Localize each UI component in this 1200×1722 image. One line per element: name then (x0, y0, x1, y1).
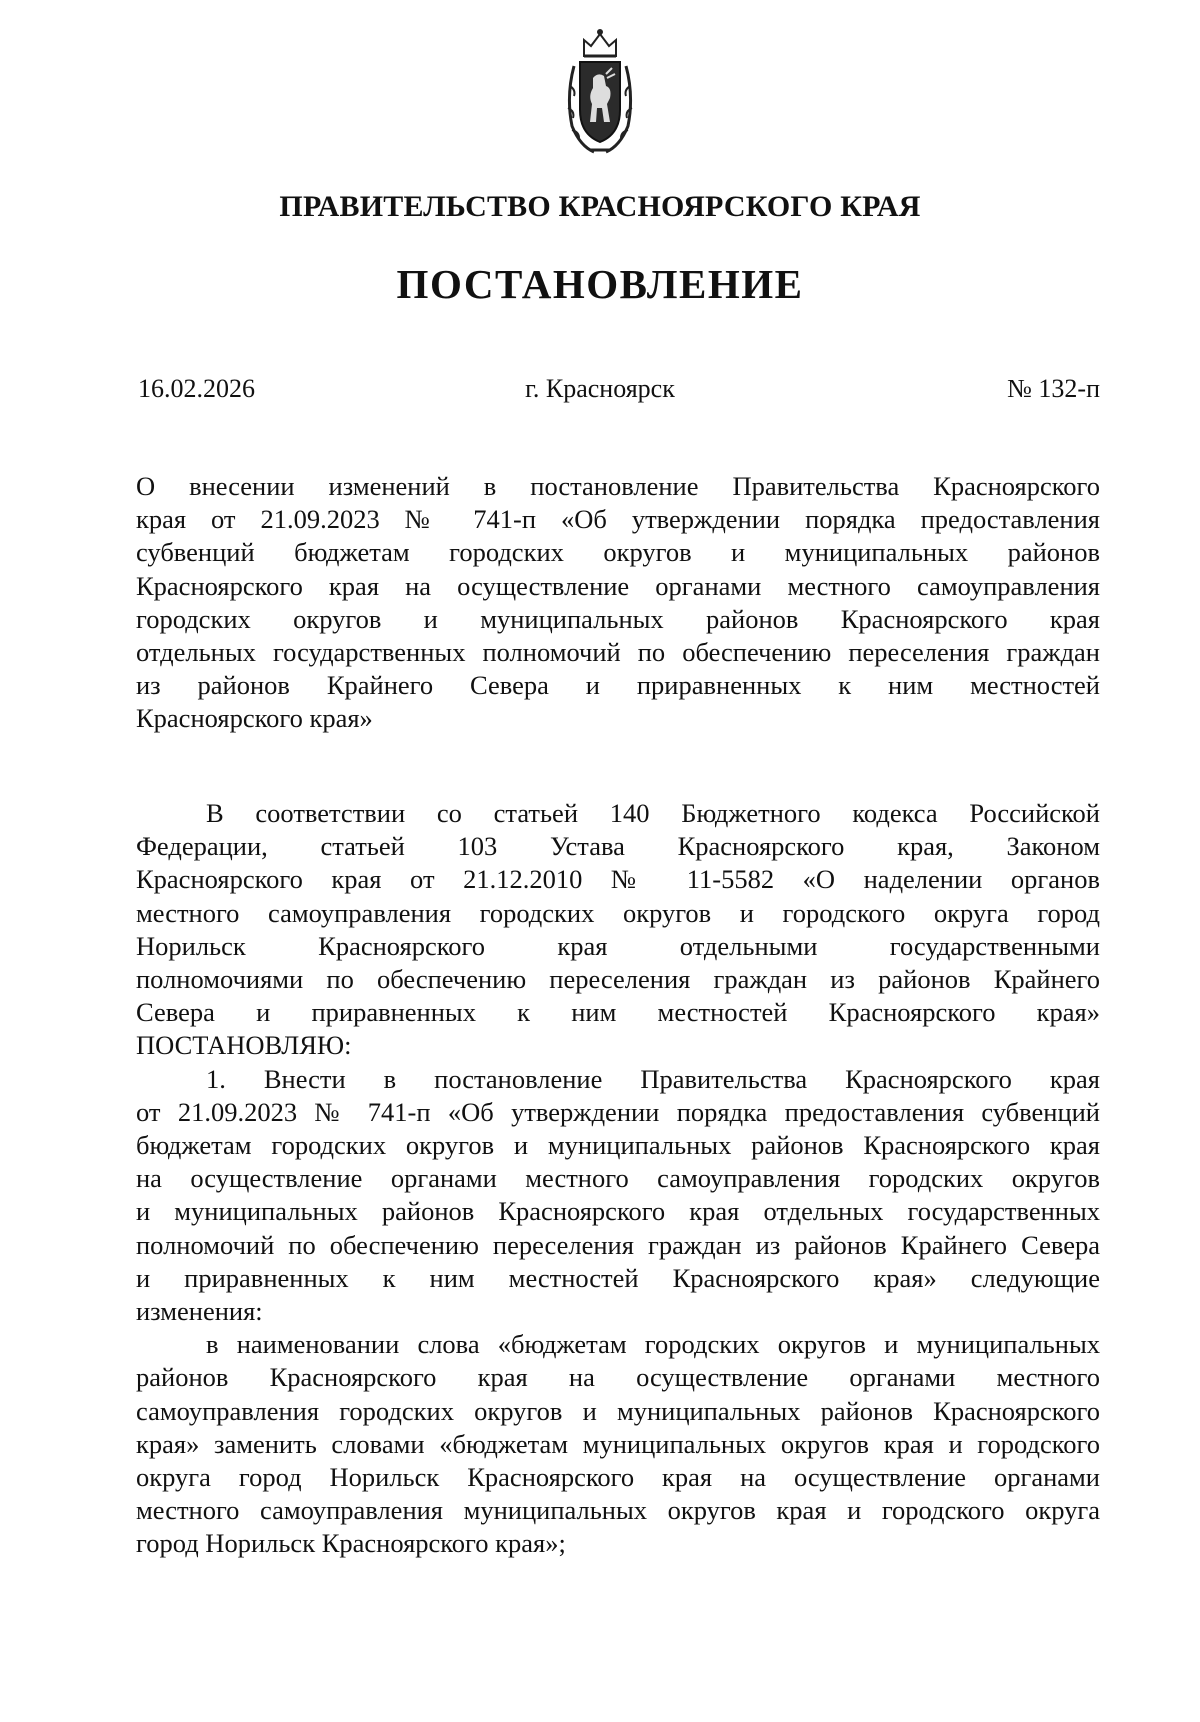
body-line: Красноярского края от 21.12.2010 № 11-5582 «О наделении органов (136, 864, 1100, 895)
body-line: В соответствии со статьей 140 Бюджетного кодекса Российской (206, 798, 1100, 828)
body-line: Норильск Красноярского края отдельными государственными (136, 930, 1100, 961)
body-line: и муниципальных районов Красноярского края отдельных государственных (136, 1196, 1100, 1227)
body-line: округа город Норильск Красноярского края на осуществление органами (136, 1462, 1100, 1493)
body-line: полномочиями по обеспечению переселения граждан из районов Крайнего (136, 964, 1100, 995)
title-line: субвенций бюджетам городских округов и муниципальных районов (136, 537, 1100, 568)
title-line: из районов Крайнего Севера и приравненных к ним местностей (136, 670, 1100, 701)
document-title (136, 470, 1100, 736)
title-line: Красноярского края» (136, 703, 373, 734)
document-date: 16.02.2026 (138, 374, 255, 403)
body-line: самоуправления городских округов и муниципальных районов Красноярского (136, 1395, 1100, 1426)
body-line: местного самоуправления городских округов и городского округа город (136, 897, 1100, 928)
document-city: г. Красноярск (525, 374, 675, 403)
title-line: Красноярского края на осуществление органами местного самоуправления (136, 570, 1100, 601)
body-line: районов Красноярского края на осуществление органами местного (136, 1362, 1100, 1393)
body-line: полномочий по обеспечению переселения граждан из районов Крайнего Севера (136, 1229, 1100, 1260)
document-type-heading: ПОСТАНОВЛЕНИЕ (396, 261, 804, 307)
body-line: в наименовании слова «бюджетам городских округов и муниципальных (206, 1329, 1100, 1360)
body-line: город Норильск Красноярского края»; (136, 1528, 566, 1559)
decree-word: ПОСТАНОВЛЯЮ: (136, 1030, 352, 1061)
document-number: № 132-п (1007, 374, 1100, 403)
title-line: края от 21.09.2023 № 741-п «Об утверждении порядка предоставления (136, 504, 1100, 535)
body-line: Севера и приравненных к ним местностей Красноярского края» (136, 997, 1100, 1028)
body-line: от 21.09.2023 № 741-п «Об утверждении порядка предоставления субвенций (136, 1096, 1100, 1127)
body-line: 1. Внести в постановление Правительства Красноярского края (206, 1063, 1100, 1094)
coat-of-arms-emblem (560, 26, 640, 158)
title-line: городских округов и муниципальных районов Красноярского края (136, 603, 1100, 634)
title-line: О внесении изменений в постановление Правительства Красноярского (136, 471, 1100, 501)
body-line: изменения: (136, 1296, 263, 1327)
document-body (136, 797, 1100, 1561)
body-line: бюджетам городских округов и муниципальных районов Красноярского края (136, 1130, 1100, 1161)
body-line: и приравненных к ним местностей Красноярского края» следующие (136, 1262, 1100, 1293)
body-line: местного самоуправления муниципальных округов края и городского округа (136, 1495, 1100, 1526)
title-line: отдельных государственных полномочий по обеспечению переселения граждан (136, 637, 1100, 668)
body-line: края» заменить словами «бюджетам муниципальных округов края и городского (136, 1428, 1100, 1459)
organization-name: ПРАВИТЕЛЬСТВО КРАСНОЯРСКОГО КРАЯ (279, 190, 921, 223)
body-line: Федерации, статьей 103 Устава Красноярского края, Законом (136, 831, 1100, 862)
body-line: на осуществление органами местного самоуправления городских округов (136, 1163, 1100, 1194)
